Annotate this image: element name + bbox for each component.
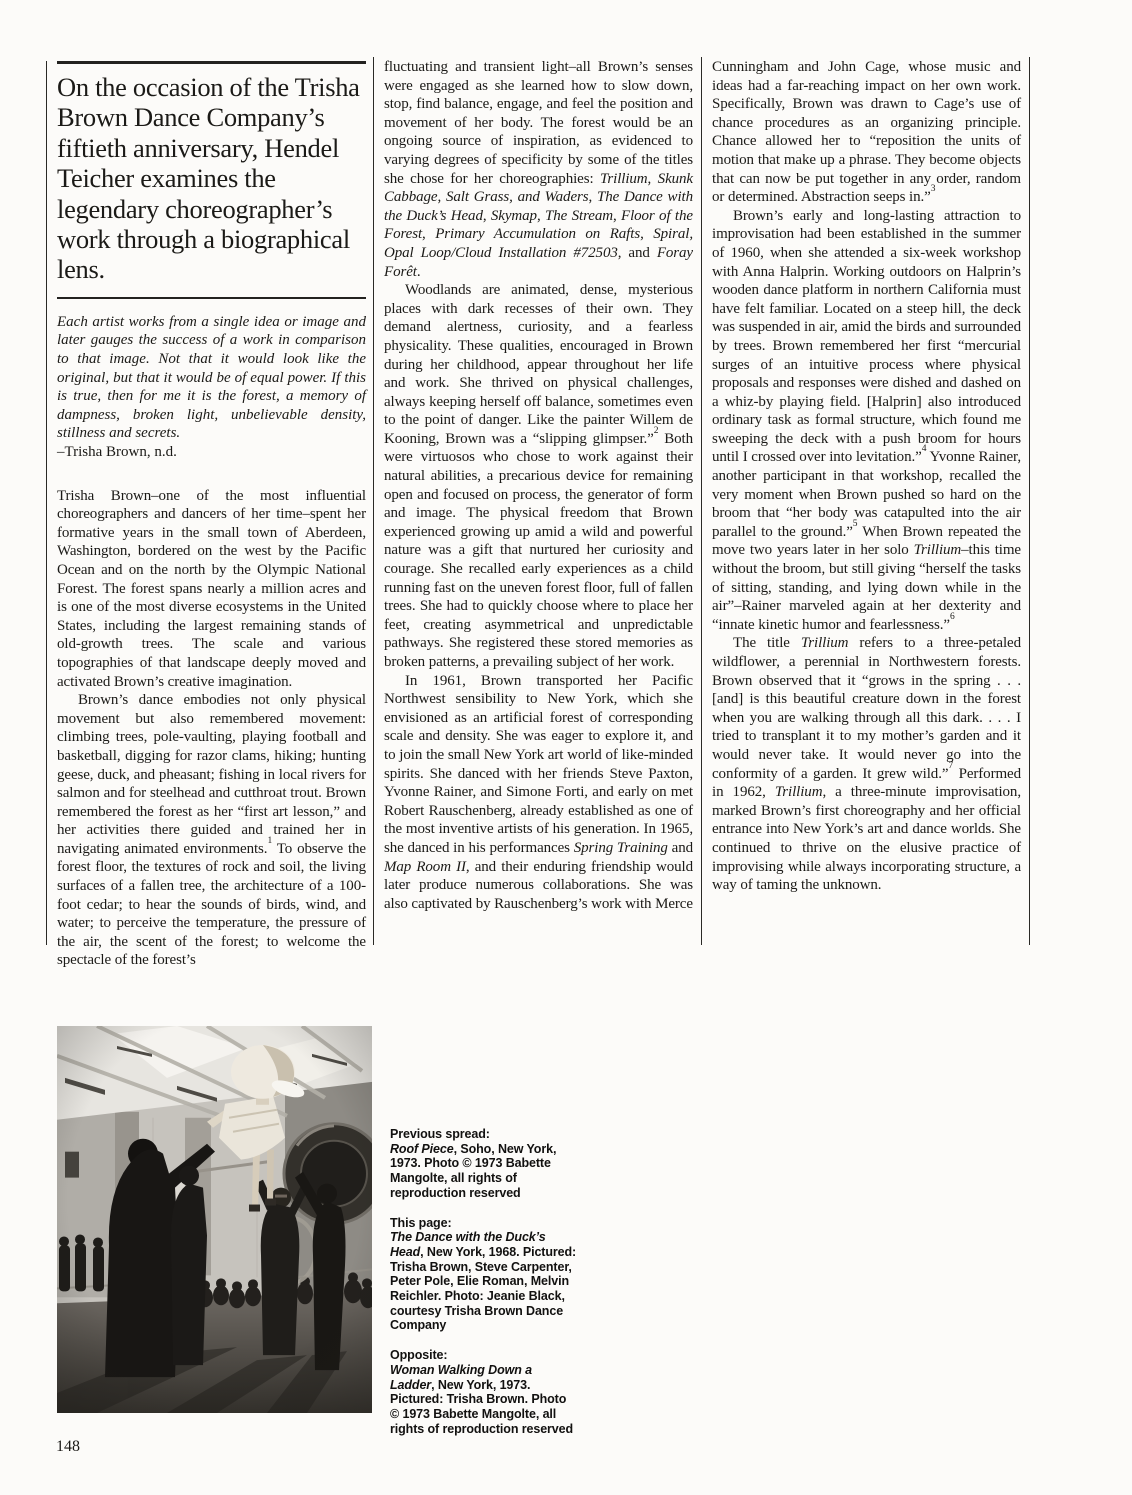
column-rule-1-2	[373, 57, 374, 945]
article-headline: On the occasion of the Trisha Brown Dance Company’s fiftieth anniversary, Hendel Teicher examines the legendary choreographer’s work through a biographical lens.	[57, 72, 360, 285]
caption-label: Previous spread:	[390, 1127, 490, 1141]
epigraph-quote: Each artist works from a single idea or image and later gauges the success of a work in comparison to that image. Not that it would look like the original, but that it would be of equal power. If this is true, then for me it is the forest, a memory of dampness, broken light, unbelievable density, stillness and secrets.	[57, 313, 366, 442]
column-rule-right	[1029, 57, 1030, 945]
column-2-body	[384, 58, 693, 913]
column-3	[712, 57, 1021, 895]
headline-block	[57, 61, 366, 299]
caption-label: Opposite:	[390, 1348, 448, 1363]
body-paragraph: In 1961, Brown transported her Pacific Northwest sensibility to New York, which she envisioned as an artificial forest of corresponding scale and density. She was eager to explore it, and to join the small New York art world of like-minded spirits. She danced with her friends Steve Paxton, Yvonne Rainer, and Simone Forti, and early on met Robert Rauschenberg, already established as one of the most inventive artists of his generation. In 1965, she danced in his performances Spring Training and Map Room II, and their enduring friendship would later produce numerous collaborations. She was also captivated by Rauschenberg’s work with Merce	[384, 672, 693, 912]
caption-label: This page:	[390, 1215, 452, 1230]
body-paragraph: fluctuating and transient light–all Brown’s senses were engaged as she learned how to slow down, stop, find balance, engage, and feel the position and movement of her body. The forest would be an ongoing source of inspiration, as evidenced to varying degrees of specificity by some of the titles she chose for her choreographies: Trillium, Skunk Cabbage, Salt Grass, and Waders, The Dance with the Duck’s Head, Skymap, The Stream, Floor of the Forest, Primary Accumulation on Rafts, Spiral, Opal Loop/Cloud Installation #72503, and Foray Forêt.	[384, 59, 693, 280]
caption-text: Roof Piece, Soho, New York, 1973. Photo © 1973 Babette Mangolte, all rights of reproduction reserved	[390, 1141, 557, 1200]
photo-caption	[390, 1348, 578, 1436]
epigraph-attribution: –Trisha Brown, n.d.	[57, 444, 177, 460]
body-paragraph: The title Trillium refers to a three-petaled wildflower, a perennial in Northwestern forests. Brown observed that it “grows in the spring . . . [and] is this beautiful creature down in the forest when you are walking through all this dark. . . . I tried to transplant it to my mother’s garden and it would never take. It would never go into the conformity of a garden. It grew wild.”$^7$ Performed in 1962, Trillium, a three-minute improvisation, marked Brown’s first choreography and her official entrance into New York’s art and dance worlds. She continued to thrive on the elusive practice of improvising while always incorporating structure, a way of taming the unknown.	[712, 635, 1021, 894]
body-paragraph: Woodlands are animated, dense, mysterious places with dark recesses of their own. They demand alertness, curiosity, and a fearless physicality. These qualities, encouraged in Brown during her childhood, appear throughout her life and work. She thrived on physical challenges, always keeping herself off balance, sometimes even to the point of danger. Like the painter Willem de Kooning, Brown was a “slipping glimpser.”$^2$ Both were virtuosos who chose to work against their natural abilities, a precarious device for remaining open and focused on process, the generator of form and image. The physical freedom that Brown experienced growing up amid a wild and powerful nature was a gift that nurtured her curiosity and courage. She recalled early experiences as a child running fast on the uneven forest floor, full of fallen trees. She had to quickly choose where to place her feet, creating asymmetrical and unpredictable pathways. She registered these stored memories as broken patterns, a prevailing subject of her work.	[384, 282, 693, 670]
body-paragraph: Cunningham and John Cage, whose music and ideas had a far-reaching impact on her own work. Specifically, Brown was drawn to Cage’s use of chance procedures as an organizing principle. Chance allowed her to “reposition the units of motion that make up a phrase. They become objects that can now be put together in any order, random or determined. Abstraction seeps in.”$^3$	[712, 59, 1021, 206]
body-paragraph: Brown’s dance embodies not only physical movement but also remembered movement: climbing trees, pole-vaulting, playing football and basketball, digging for razor clams, hiking; hunting geese, duck, and pheasant; fishing in local rivers for salmon and for steelhead and cutthroat trout. Brown remembered the forest as her “first art lesson,” and her activities there guided and trained her in navigating animated environments.$^1$ To observe the forest floor, the textures of rock and soil, the living surfaces of a fallen tree, the architecture of a 100-foot cedar; to hear the sounds of birds, wind, and water; to perceive the temperature, the pressure of the air, the scent of the forest; to welcome the spectacle of the forest’s	[57, 692, 366, 969]
body-paragraph: Brown’s early and long-lasting attraction to improvisation had been established in the summer of 1960, when she attended a six-week workshop with Anna Halprin. Working outdoors on Halprin’s wooden dance platform in northern California must have felt familiar. Located on a steep hill, the deck was suspended in air, amid the birds and surrounded by trees. Brown remembered her first “mercurial surges of an intuitive process where physical proposals and responses were dished and dashed on a whiz-by playing field. [Halprin] also introduced ordinary task as formal structure, which found me sweeping the deck with a push broom for hours until I crossed over into levitation.”$^4$ Yvonne Rainer, another participant in that workshop, recalled the very moment when Brown pushed so hard on the broom that “her body was catapulted into the air parallel to the ground.”$^5$ When Brown repeated the move two years later in her solo Trillium–this time without the broom, but still giving “herself the tasks of sitting, standing, and lying down while in the air”–Rainer marveled again at her dexterity and “innate kinetic humor and fearlessness.”$^6$	[712, 207, 1021, 633]
caption-text: The Dance with the Duck’s Head, New York, 1968. Pictured: Trisha Brown, Steve Carpenter, Peter Pole, Elie Roman, Melvin Reichler. Photo: Jeanie Black, courtesy Trisha Brown Dance Company	[390, 1230, 577, 1333]
column-1	[57, 57, 366, 970]
column-rule-2-3	[701, 57, 702, 945]
column-3-body	[712, 58, 1021, 895]
caption-text: Woman Walking Down a Ladder, New York, 1973. Pictured: Trisha Brown. Photo © 1973 Babette Mangolte, all rights of reproduction reserved	[390, 1362, 574, 1436]
photo-caption	[390, 1127, 578, 1201]
page-number: 148	[56, 1438, 80, 1455]
photo-caption	[390, 1216, 578, 1334]
caption-block	[390, 1127, 578, 1451]
body-paragraph: Trisha Brown–one of the most influential choreographers and dancers of her time–spent her formative years in the small town of Aberdeen, Washington, bordered on the west by the Pacific Ocean and on the north by the Olympic National Forest. The forest spans nearly a million acres and is one of the most diverse ecosystems in the United States, including the largest remaining stands of old-growth trees. The scale and various topographies of that landscape deeply moved and activated Brown’s creative imagination.	[57, 487, 366, 690]
column-2	[384, 57, 693, 913]
column-rule-left	[46, 61, 47, 945]
performance-photo-art	[57, 1026, 372, 1413]
photo-the-dance-with-the-ducks-head	[57, 1026, 372, 1413]
column-1-body	[57, 487, 366, 970]
